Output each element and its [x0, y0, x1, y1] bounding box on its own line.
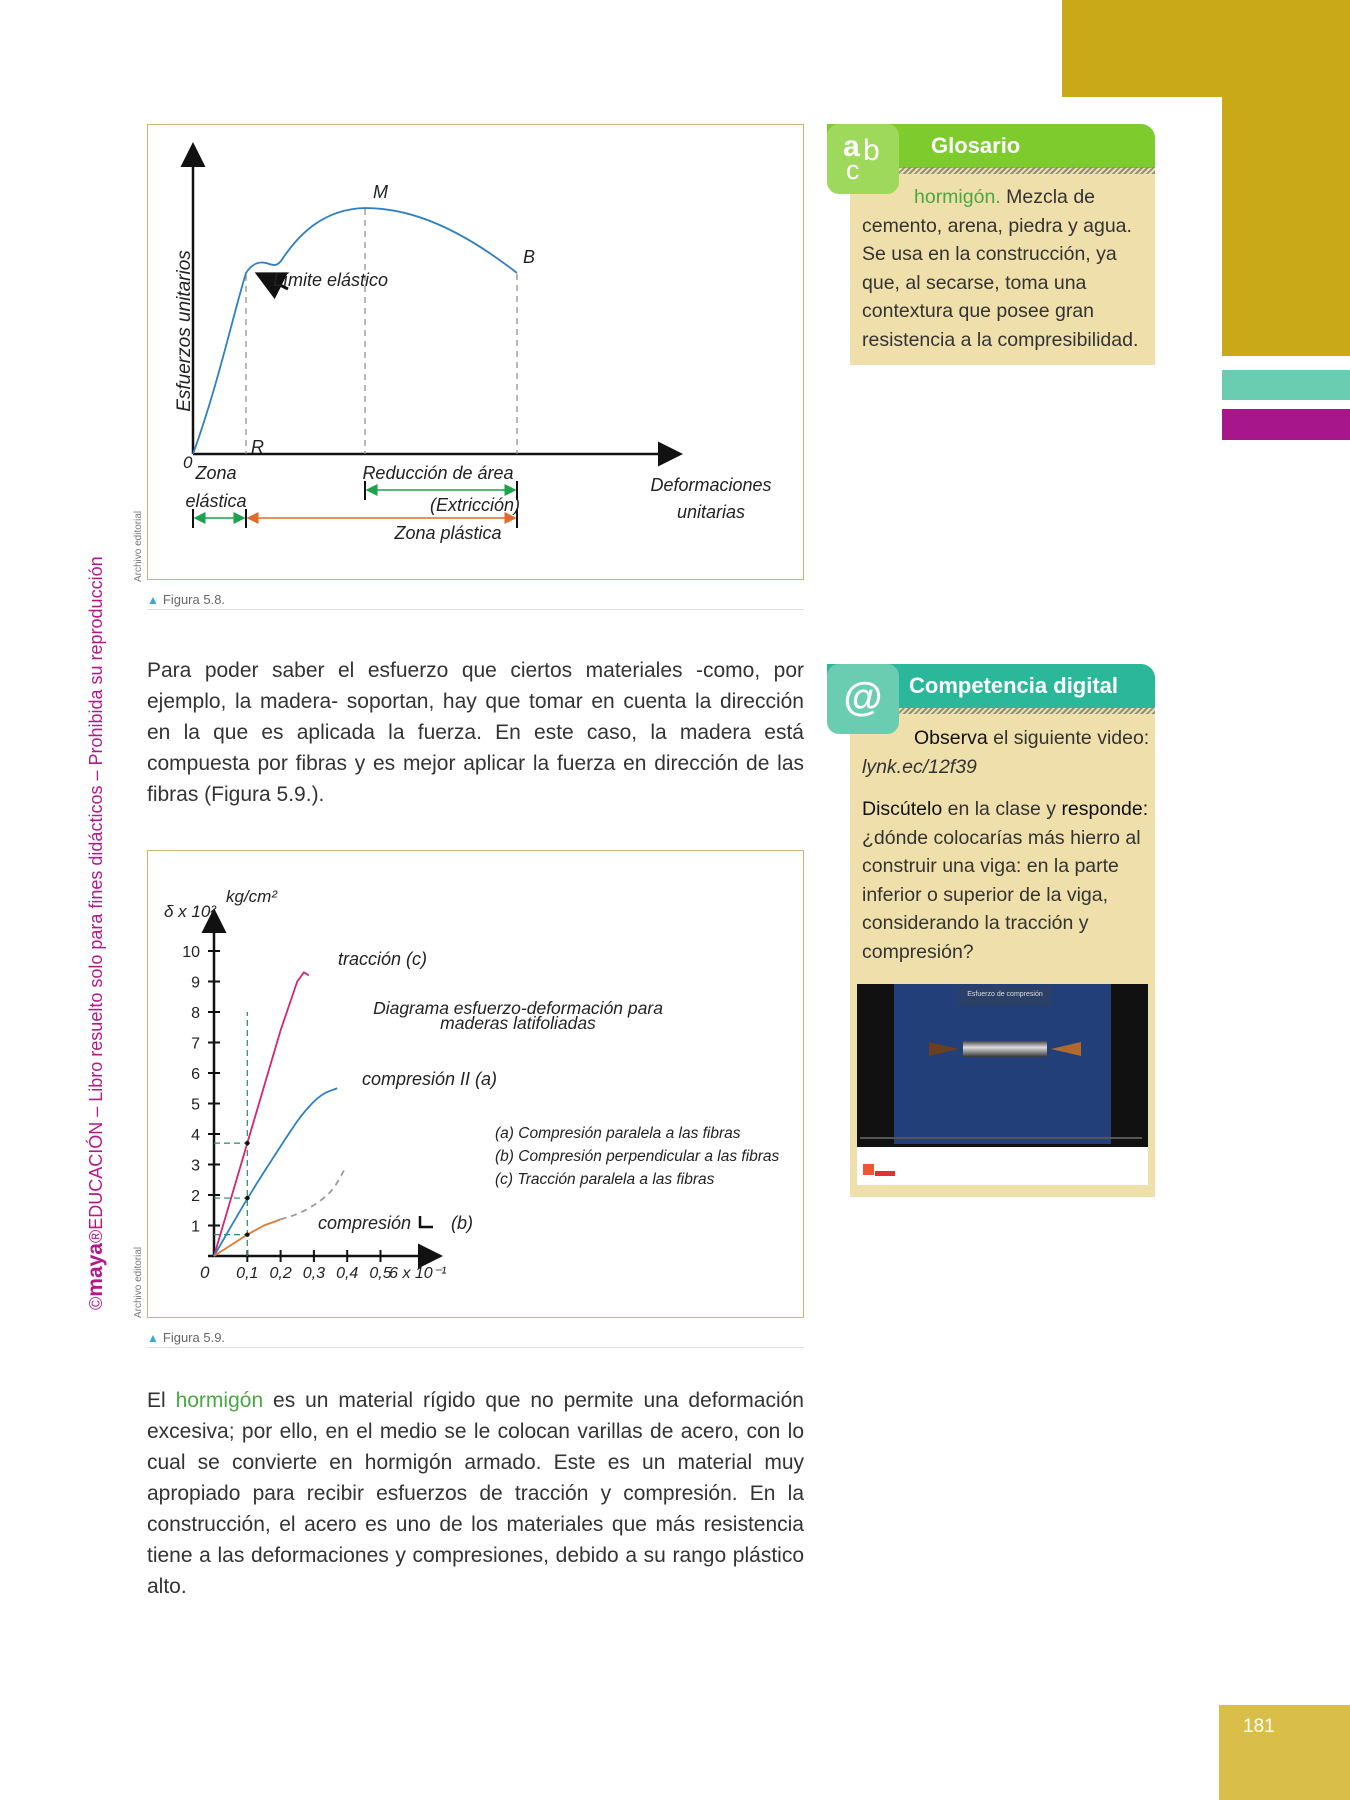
arrow-left-icon: [929, 1042, 959, 1056]
intersection-point: [245, 1196, 249, 1200]
origin: 0: [200, 1263, 210, 1282]
y-unit-left: δ x 10²: [164, 902, 216, 921]
zona-plastica-label: Zona plástica: [394, 523, 502, 543]
competencia-observa: Observa el siguiente video: lynk.ec/12f39: [862, 727, 1150, 778]
competencia-question: Discútelo en la clase y responde: ¿dónde colocarías más hierro al construir una viga: en la parte inferior o superior de la viga, considerando la tracción y compresión?: [862, 798, 1149, 963]
y-tick-label: 10: [182, 944, 200, 961]
point-r: R: [251, 437, 264, 457]
figure2-svg: [148, 851, 805, 1319]
page-number-box: [1219, 1705, 1350, 1800]
glosario-title: Glosario: [931, 133, 1021, 158]
series-line: [214, 972, 309, 1256]
magenta-tab: [1222, 409, 1350, 440]
subscribe-button[interactable]: [875, 1171, 895, 1176]
y-unit: kg/cm²: [226, 887, 277, 906]
y-tick-label: 6: [191, 1066, 200, 1083]
y-tick-label: 5: [191, 1096, 200, 1114]
glosario-text: hormigón. Mezcla de cemento, arena, piedra y agua. Se usa en la construcción, ya que, al secarse, toma una contextura que posee gran resistencia a la compresibilidad.: [862, 186, 1139, 351]
page-number: 181: [1243, 1716, 1275, 1737]
arrow-right-icon: [1051, 1042, 1081, 1056]
label-traccion: tracción (c): [338, 949, 428, 969]
paragraph-2: El hormigón es un material rígido que no permite una deformación excesiva; por ello, en el medio se le colocan varillas de acero, con lo cual se convierte en hormigón armado. Este es un material muy apropiado para recibir esfuerzos de tracción y compresión. En la construcción, el acero es uno de los materiales que más resistencia tiene a las deformaciones y compresiones, debido a su rango plástico alto.: [147, 1389, 804, 1598]
limit-label: Límite elástico: [273, 270, 389, 290]
y-axis-label: Esfuerzos unitarios: [174, 250, 195, 412]
abc-icon: a b c: [827, 124, 899, 194]
figure-stress-strain: [147, 124, 804, 580]
reduccion-label: Reducción de área: [362, 463, 514, 483]
chart-title-2: maderas latifoliadas: [440, 1013, 596, 1033]
channel-logo: [863, 1164, 874, 1175]
x-tick-label: 0,5: [369, 1265, 392, 1282]
zona-elastica-label-1: Zona: [195, 463, 237, 483]
x-tick-label: 0,1: [236, 1265, 259, 1282]
extriccion-label: (Extricción): [429, 495, 521, 515]
y-tick-label: 1: [191, 1218, 200, 1236]
triangle-icon: ▲: [147, 1331, 159, 1345]
paragraph-1: Para poder saber el esfuerzo que ciertos materiales -como, por ejemplo, la madera- soportan, hay que tomar en cuenta la dirección en la que es aplicada la fuerza. En este caso, la madera está compuesta por fibras y es mejor aplicar la fuerza en dirección de las fibras (Figura 5.9.).: [147, 659, 804, 806]
zona-elastica-label-2: elástica: [185, 491, 247, 511]
y-tick-label: 9: [191, 974, 200, 992]
label-b: (b): [451, 1213, 473, 1233]
x-tick-label: 0,4: [336, 1265, 359, 1282]
intersection-point: [245, 1232, 249, 1236]
video-link[interactable]: lynk.ec/12f39: [862, 755, 977, 778]
competencia-title: Competencia digital: [909, 673, 1119, 698]
side-tab: [1222, 0, 1350, 356]
legend-a: (a) Compresión paralela a las fibras: [495, 1125, 741, 1142]
origin: 0: [183, 453, 193, 472]
x-tick-label: 6 x 10⁻¹: [389, 1265, 447, 1282]
point-m: M: [373, 182, 388, 202]
header-hatch: [898, 167, 1155, 174]
triangle-icon: ▲: [147, 593, 159, 607]
y-tick-label: 7: [191, 1035, 200, 1053]
y-tick-label: 3: [191, 1157, 200, 1175]
figure-wood-chart: [147, 850, 804, 1318]
perpendicular-icon: [420, 1216, 433, 1227]
video-title: Esfuerzo de compresión: [959, 986, 1051, 1006]
header-hatch: [898, 707, 1155, 714]
archivo-credit-2: Archivo editorial: [133, 1246, 144, 1318]
figure1-svg: [148, 125, 805, 581]
label-compresion-b: compresión: [318, 1213, 412, 1233]
y-tick-label: 8: [191, 1005, 200, 1022]
progress-bar[interactable]: [860, 1137, 1142, 1139]
x-tick-label: 0,3: [302, 1265, 326, 1282]
figure2-caption: ▲ Figura 5.9.: [147, 1330, 804, 1348]
label-compresion-a: compresión II (a): [362, 1069, 498, 1089]
legend-c: (c) Tracción paralela a las fibras: [495, 1171, 715, 1188]
x-axis-label-1: Deformaciones: [650, 475, 772, 495]
y-tick-label: 2: [191, 1188, 200, 1205]
intersection-point: [245, 1141, 249, 1145]
x-axis-label-2: unitarias: [676, 502, 746, 522]
y-tick-label: 4: [191, 1127, 200, 1144]
figure1-caption: ▲ Figura 5.8.: [147, 592, 804, 610]
video-thumbnail[interactable]: [857, 984, 1148, 1185]
archivo-credit-1: Archivo editorial: [133, 510, 144, 582]
x-tick-label: 0,2: [269, 1265, 292, 1282]
at-icon: @: [827, 664, 899, 734]
point-b: B: [523, 247, 536, 267]
term-hormigon: hormigón: [175, 1389, 264, 1412]
teal-tab: [1222, 370, 1350, 400]
legend-b: (b) Compresión perpendicular a las fibras: [495, 1148, 780, 1165]
stress-strain-curve: [193, 208, 517, 454]
side-credit: ©maya®EDUCACIÓN – Libro resuelto solo para fines didácticos – Prohibida su reproducción: [84, 556, 107, 1310]
chart-title-1: Diagrama esfuerzo-deformación para: [373, 998, 663, 1018]
cylinder: [963, 1041, 1047, 1057]
